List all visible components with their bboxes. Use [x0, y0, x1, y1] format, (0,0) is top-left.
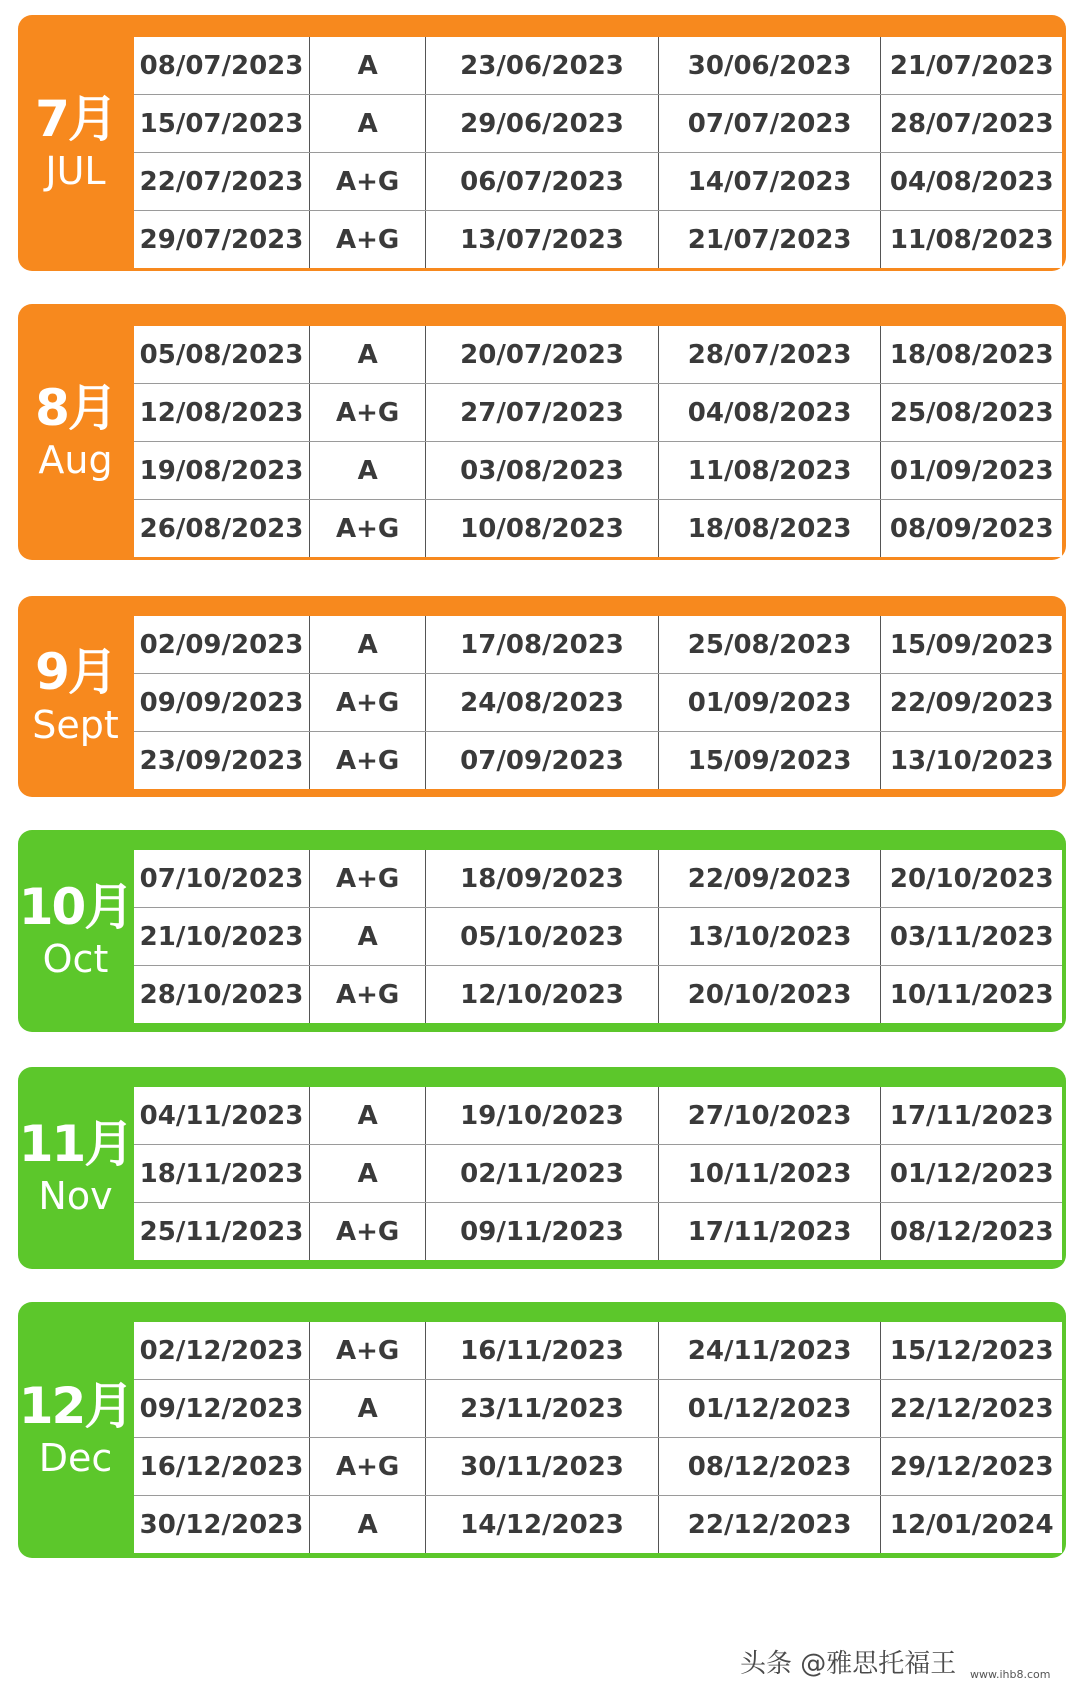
date-cell: 04/08/2023 — [658, 384, 881, 442]
date-cell: 21/07/2023 — [658, 211, 881, 269]
month-label — [18, 596, 133, 797]
table-row — [134, 1322, 1062, 1380]
month-english-label: Sept — [32, 702, 119, 747]
date-cell: 11/08/2023 — [889, 224, 1054, 255]
module-cell: A+G — [310, 153, 426, 211]
exam-date-cell: 05/08/2023 — [134, 326, 310, 384]
date-cell: 10/11/2023 — [658, 1145, 881, 1203]
module-cell: A — [310, 1145, 426, 1203]
module-cell: A+G — [310, 1322, 426, 1380]
module-cell: A — [310, 1380, 426, 1438]
month-label — [18, 1302, 133, 1558]
exam-date-cell: 30/12/2023 — [134, 1496, 310, 1554]
module-cell: A — [310, 37, 426, 95]
month-block-dec — [18, 1302, 1066, 1558]
month-block-aug — [18, 304, 1066, 560]
schedule-table — [134, 326, 1062, 557]
month-chinese-label: 9月 — [35, 643, 116, 701]
watermark-site: www.ihb8.com — [970, 1668, 1051, 1681]
date-cell: 03/11/2023 — [881, 908, 1062, 966]
date-cell: 10/08/2023 — [426, 500, 659, 558]
table-row — [134, 95, 1062, 153]
exam-date-cell: 21/10/2023 — [134, 908, 310, 966]
date-cell: 14/12/2023 — [426, 1496, 659, 1554]
module-cell: A+G — [310, 211, 426, 269]
date-cell: 01/09/2023 — [658, 674, 881, 732]
date-cell: 12/01/2024 — [889, 1509, 1054, 1540]
table-row — [134, 500, 1062, 558]
date-cell: 30/06/2023 — [658, 37, 881, 95]
watermark: 头条 @雅思托福王 — [740, 1649, 957, 1679]
module-cell: A — [310, 1496, 426, 1554]
table-row — [134, 1087, 1062, 1145]
schedule-table — [134, 616, 1062, 789]
month-chinese-label: 7月 — [35, 89, 116, 148]
month-block-jul — [18, 15, 1066, 271]
table-row — [134, 732, 1062, 790]
module-cell: A — [310, 95, 426, 153]
schedule-table — [134, 850, 1062, 1023]
exam-date-cell: 18/11/2023 — [134, 1145, 310, 1203]
module-cell: A+G — [310, 500, 426, 558]
exam-date-cell: 28/10/2023 — [134, 966, 310, 1024]
date-cell: 23/11/2023 — [426, 1380, 659, 1438]
month-label — [18, 304, 133, 560]
exam-date-cell: 26/08/2023 — [134, 500, 310, 558]
date-cell: 15/09/2023 — [881, 616, 1062, 674]
schedule-table — [134, 37, 1062, 268]
date-cell: 23/06/2023 — [426, 37, 659, 95]
month-block-sept — [18, 596, 1066, 797]
date-cell: 25/08/2023 — [658, 616, 881, 674]
month-english-label: JUL — [45, 149, 106, 193]
month-block-oct — [18, 830, 1066, 1032]
date-cell: 02/11/2023 — [426, 1145, 659, 1203]
date-cell: 07/07/2023 — [658, 95, 881, 153]
month-chinese-label: 11月 — [18, 1114, 133, 1173]
module-cell: A — [310, 1087, 426, 1145]
date-cell: 25/08/2023 — [881, 384, 1062, 442]
date-cell: 05/10/2023 — [426, 908, 659, 966]
date-cell: 29/06/2023 — [426, 95, 659, 153]
date-cell: 22/09/2023 — [658, 850, 881, 908]
exam-date-cell: 08/07/2023 — [134, 37, 310, 95]
date-cell: 13/07/2023 — [426, 211, 659, 269]
module-cell: A+G — [310, 966, 426, 1024]
month-english-label: Aug — [38, 438, 113, 482]
module-cell: A — [310, 442, 426, 500]
date-cell: 16/11/2023 — [426, 1322, 659, 1380]
exam-date-cell: 29/07/2023 — [134, 211, 310, 269]
table-row — [134, 37, 1062, 95]
month-label — [18, 1067, 133, 1269]
date-cell: 01/09/2023 — [881, 442, 1062, 500]
date-cell: 28/07/2023 — [658, 326, 881, 384]
date-cell: 07/09/2023 — [426, 732, 659, 790]
date-cell: 01/12/2023 — [658, 1380, 881, 1438]
date-cell: 13/10/2023 — [658, 908, 881, 966]
table-row — [134, 674, 1062, 732]
date-cell: 22/12/2023 — [658, 1496, 881, 1554]
module-cell: A+G — [310, 1203, 426, 1261]
table-row — [134, 908, 1062, 966]
month-label — [18, 15, 133, 271]
month-chinese-label: 10月 — [18, 877, 133, 936]
date-cell: 11/08/2023 — [658, 442, 881, 500]
date-cell: 27/10/2023 — [658, 1087, 881, 1145]
date-cell: 21/07/2023 — [881, 37, 1062, 95]
table-row — [134, 616, 1062, 674]
table-row — [134, 1203, 1062, 1261]
date-cell: 08/09/2023 — [889, 513, 1054, 544]
module-cell: A+G — [310, 674, 426, 732]
exam-date-cell: 25/11/2023 — [134, 1203, 310, 1261]
exam-date-cell: 04/11/2023 — [134, 1087, 310, 1145]
date-cell: 19/10/2023 — [426, 1087, 659, 1145]
date-cell: 17/11/2023 — [881, 1087, 1062, 1145]
month-english-label: Nov — [38, 1174, 113, 1218]
date-cell: 22/09/2023 — [881, 674, 1062, 732]
date-cell: 18/08/2023 — [658, 500, 881, 558]
date-cell: 17/08/2023 — [426, 616, 659, 674]
exam-date-cell: 19/08/2023 — [134, 442, 310, 500]
month-english-label: Dec — [38, 1436, 113, 1480]
date-cell: 06/07/2023 — [426, 153, 659, 211]
exam-date-cell: 09/12/2023 — [134, 1380, 310, 1438]
date-cell: 08/12/2023 — [658, 1438, 881, 1496]
date-cell: 14/07/2023 — [658, 153, 881, 211]
month-block-nov — [18, 1067, 1066, 1269]
date-cell: 04/08/2023 — [881, 153, 1062, 211]
date-cell: 20/10/2023 — [658, 966, 881, 1024]
exam-date-cell: 02/09/2023 — [134, 616, 310, 674]
date-cell: 18/09/2023 — [426, 850, 659, 908]
date-cell: 01/12/2023 — [881, 1145, 1062, 1203]
date-cell: 30/11/2023 — [426, 1438, 659, 1496]
table-row — [134, 1145, 1062, 1203]
module-cell: A — [310, 326, 426, 384]
module-cell: A+G — [310, 732, 426, 790]
module-cell: A+G — [310, 384, 426, 442]
table-row — [134, 384, 1062, 442]
exam-date-cell: 23/09/2023 — [134, 732, 310, 790]
module-cell: A+G — [310, 850, 426, 908]
table-row — [134, 850, 1062, 908]
month-chinese-label: 8月 — [35, 378, 116, 437]
date-cell: 28/07/2023 — [881, 95, 1062, 153]
date-cell: 08/12/2023 — [889, 1216, 1054, 1247]
exam-date-cell: 12/08/2023 — [134, 384, 310, 442]
table-row — [134, 1496, 1062, 1554]
date-cell: 29/12/2023 — [881, 1438, 1062, 1496]
date-cell: 12/10/2023 — [426, 966, 659, 1024]
date-cell: 15/12/2023 — [881, 1322, 1062, 1380]
date-cell: 09/11/2023 — [426, 1203, 659, 1261]
module-cell: A — [310, 616, 426, 674]
schedule-table — [134, 1322, 1062, 1553]
table-row — [134, 966, 1062, 1024]
exam-date-cell: 15/07/2023 — [134, 95, 310, 153]
table-row — [134, 153, 1062, 211]
module-cell: A — [310, 908, 426, 966]
month-english-label: Oct — [42, 937, 109, 981]
exam-date-cell: 22/07/2023 — [134, 153, 310, 211]
exam-date-cell: 02/12/2023 — [134, 1322, 310, 1380]
date-cell: 20/07/2023 — [426, 326, 659, 384]
date-cell: 24/08/2023 — [426, 674, 659, 732]
module-cell: A+G — [310, 1438, 426, 1496]
date-cell: 22/12/2023 — [881, 1380, 1062, 1438]
date-cell: 10/11/2023 — [889, 979, 1054, 1010]
table-row — [134, 1380, 1062, 1438]
exam-date-cell: 16/12/2023 — [134, 1438, 310, 1496]
month-label — [18, 830, 133, 1032]
date-cell: 20/10/2023 — [881, 850, 1062, 908]
date-cell: 24/11/2023 — [658, 1322, 881, 1380]
date-cell: 27/07/2023 — [426, 384, 659, 442]
month-chinese-label: 12月 — [18, 1376, 133, 1435]
date-cell: 17/11/2023 — [658, 1203, 881, 1261]
date-cell: 15/09/2023 — [658, 732, 881, 790]
table-row — [134, 442, 1062, 500]
table-row — [134, 211, 1062, 269]
exam-date-cell: 09/09/2023 — [134, 674, 310, 732]
date-cell: 03/08/2023 — [426, 442, 659, 500]
date-cell: 18/08/2023 — [881, 326, 1062, 384]
exam-date-cell: 07/10/2023 — [134, 850, 310, 908]
date-cell: 13/10/2023 — [889, 745, 1054, 776]
schedule-table — [134, 1087, 1062, 1260]
table-row — [134, 326, 1062, 384]
table-row — [134, 1438, 1062, 1496]
